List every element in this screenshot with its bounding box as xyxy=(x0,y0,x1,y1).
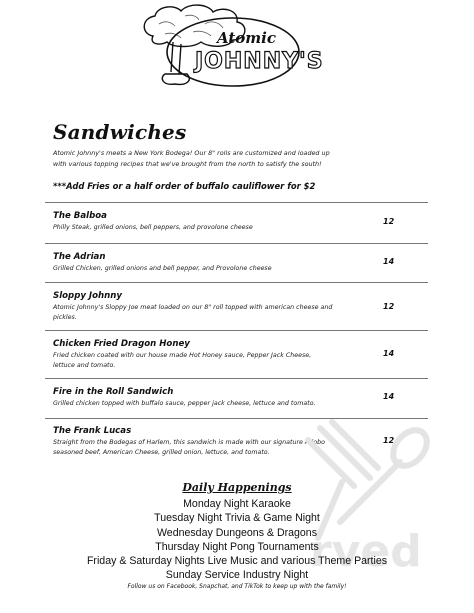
item-description: Straight from the Bodegas of Harlem, this sandwich is made with our signature Adobo seasoned beef, American Cheese, grilled onion, lettuce, and tomato. xyxy=(53,439,325,456)
happening-event: Sunday Service Industry Night xyxy=(165,569,309,582)
item-description: Grilled Chicken, grilled onions and bell pepper, and Provolone cheese xyxy=(53,265,272,272)
happening-event: Tuesday Night Trivia & Game Night xyxy=(154,512,320,525)
item-price: 12 xyxy=(383,302,395,311)
divider xyxy=(45,202,428,203)
item-name: Sloppy Johnny xyxy=(53,291,122,301)
item-description: Philly Steak, grilled onions, bell peppers, and provolone cheese xyxy=(53,224,253,231)
item-price: 12 xyxy=(383,436,395,445)
logo-line1: Atomic xyxy=(217,29,277,47)
item-description: Fried chicken coated with our house made Hot Honey sauce, Pepper Jack Cheese, lettuce and tomato. xyxy=(53,352,312,369)
divider xyxy=(45,282,428,283)
item-price: 14 xyxy=(383,392,395,401)
happenings-list xyxy=(0,497,474,583)
happening-event: Friday & Saturday Nights Live Music and various Theme Parties xyxy=(86,555,388,568)
atomic-johnnys-logo xyxy=(135,2,324,94)
item-name: The Frank Lucas xyxy=(53,426,132,436)
happening-event: Thursday Night Pong Tournaments xyxy=(155,540,319,553)
item-price: 14 xyxy=(383,349,395,358)
item-name: The Adrian xyxy=(53,252,106,262)
menu-item xyxy=(53,290,413,323)
happening-event: Wednesday Dungeons & Dragons xyxy=(157,526,317,539)
item-price: 14 xyxy=(383,257,395,266)
section-title: Sandwiches xyxy=(53,120,187,144)
divider xyxy=(45,378,428,379)
menu-item xyxy=(53,210,413,233)
addon-note: ***Add Fries or a half order of buffalo cauliflower for $2 xyxy=(53,181,316,191)
divider xyxy=(45,243,428,244)
social-footer: Follow us on Facebook, Snapchat, and TikTok to keep up with the family! xyxy=(127,583,347,590)
item-name: The Balboa xyxy=(53,211,107,221)
section-intro: Atomic Johnny's meets a New York Bodega! Our 8" rolls are customized and loaded up with various topping recipes that we've brought from the north to satisfy the south! xyxy=(53,149,330,168)
divider xyxy=(45,330,428,331)
happenings-title: Daily Happenings xyxy=(182,481,292,494)
menu-item xyxy=(53,338,413,371)
item-name: Fire in the Roll Sandwich xyxy=(53,387,174,397)
menu-item xyxy=(53,251,413,274)
item-description: Grilled chicken topped with buffalo sauce, pepper jack cheese, lettuce and tomato. xyxy=(53,400,316,407)
happening-event: Monday Night Karaoke xyxy=(183,498,291,510)
watermark-text: rved xyxy=(310,526,422,577)
item-price: 12 xyxy=(383,217,395,226)
item-name: Chicken Fried Dragon Honey xyxy=(53,339,190,349)
logo-line2: JOHNNY'S xyxy=(195,49,324,74)
item-description: Atomic Johnny's Sloppy Joe meat loaded on our 8" roll topped with american cheese and pickles. xyxy=(53,304,333,321)
menu-item xyxy=(53,386,413,409)
